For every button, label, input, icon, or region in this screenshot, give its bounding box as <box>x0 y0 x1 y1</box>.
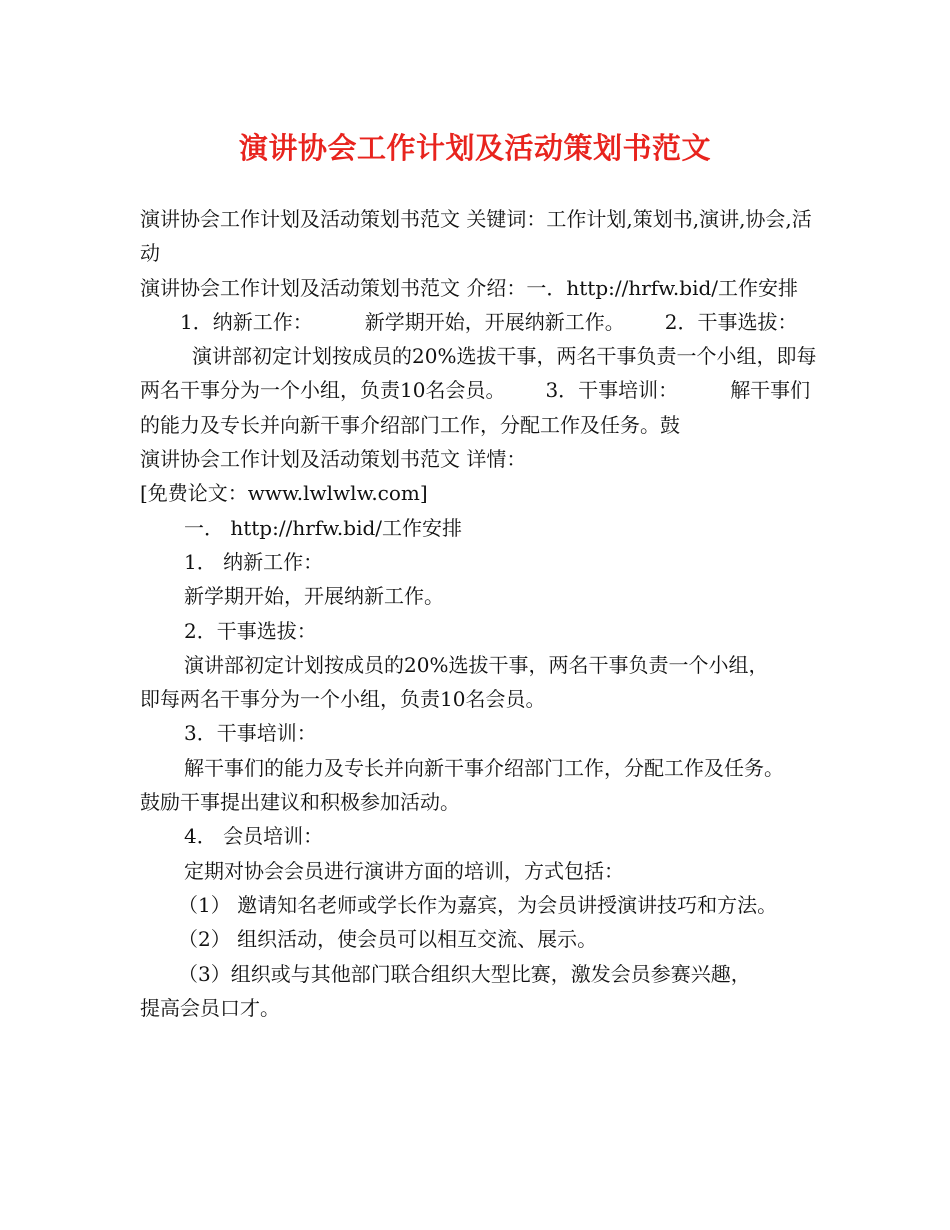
sub-item-1: （1） 邀请知名老师或学长作为嘉宾，为会员讲授演讲技巧和方法。 <box>178 892 778 917</box>
item2-text-line1: 演讲部初定计划按成员的20%选拔干事，两名干事负责一个小组， <box>184 652 769 677</box>
intro-item3-title: 3．干事培训： <box>545 378 679 403</box>
intro-item1-text: 新学期开始，开展纳新工作。 <box>364 309 625 334</box>
intro-item2-title: 2．干事选拔： <box>664 309 798 334</box>
item1-text: 新学期开始，开展纳新工作。 <box>184 584 444 609</box>
section-heading: 一． http://hrfw.bid/工作安排 <box>184 515 463 540</box>
source-line: [免费论文：www.lwlwlw.com] <box>140 481 428 506</box>
sub-item-2: （2） 组织活动，使会员可以相互交流、展示。 <box>178 927 598 952</box>
item4-title: 4． 会员培训： <box>184 824 324 849</box>
intro-section-heading: 一．http://hrfw.bid/工作安排 <box>526 275 799 300</box>
item3-text-line2: 鼓励干事提出建议和积极参加活动。 <box>140 790 460 815</box>
document-body <box>140 202 820 1025</box>
intro-paragraph <box>140 271 820 442</box>
intro-item3-text: 解干事们的能力及专长并向新干事介绍部门工作，分配工作及任务。鼓 <box>140 378 811 437</box>
item1-title: 1． 纳新工作： <box>184 549 324 574</box>
intro-label: 演讲协会工作计划及活动策划书范文 介绍： <box>140 275 527 300</box>
intro-item1-title: 1．纳新工作： <box>180 309 313 334</box>
intro-item2-text: 演讲部初定计划按成员的20%选拔干事，两名干事负责一个小组，即每两名干事分为一个小组，负责10名会员。 <box>140 344 817 403</box>
item3-text-line1: 解干事们的能力及专长并向新干事介绍部门工作，分配工作及任务。 <box>184 755 784 780</box>
item3-title: 3．干事培训： <box>184 721 317 746</box>
item2-title: 2．干事选拔： <box>184 618 317 643</box>
document-title: 演讲协会工作计划及活动策划书范文 <box>238 131 711 165</box>
keywords-label: 演讲协会工作计划及活动策划书范文 关键词： <box>140 207 547 231</box>
sub-item-3-line1: （3）组织或与其他部门联合组织大型比赛，激发会员参赛兴趣， <box>178 961 751 986</box>
keywords-text: 工作计划,策划书,演讲,协会,活动 <box>140 207 812 266</box>
item4-text: 定期对协会会员进行演讲方面的培训，方式包括： <box>184 858 624 883</box>
details-label: 演讲协会工作计划及活动策划书范文 详情： <box>140 447 527 472</box>
keywords-paragraph <box>140 202 820 271</box>
sub-item-3-line2: 提高会员口才。 <box>140 995 280 1020</box>
item2-text-line2: 即每两名干事分为一个小组，负责10名会员。 <box>140 687 546 712</box>
